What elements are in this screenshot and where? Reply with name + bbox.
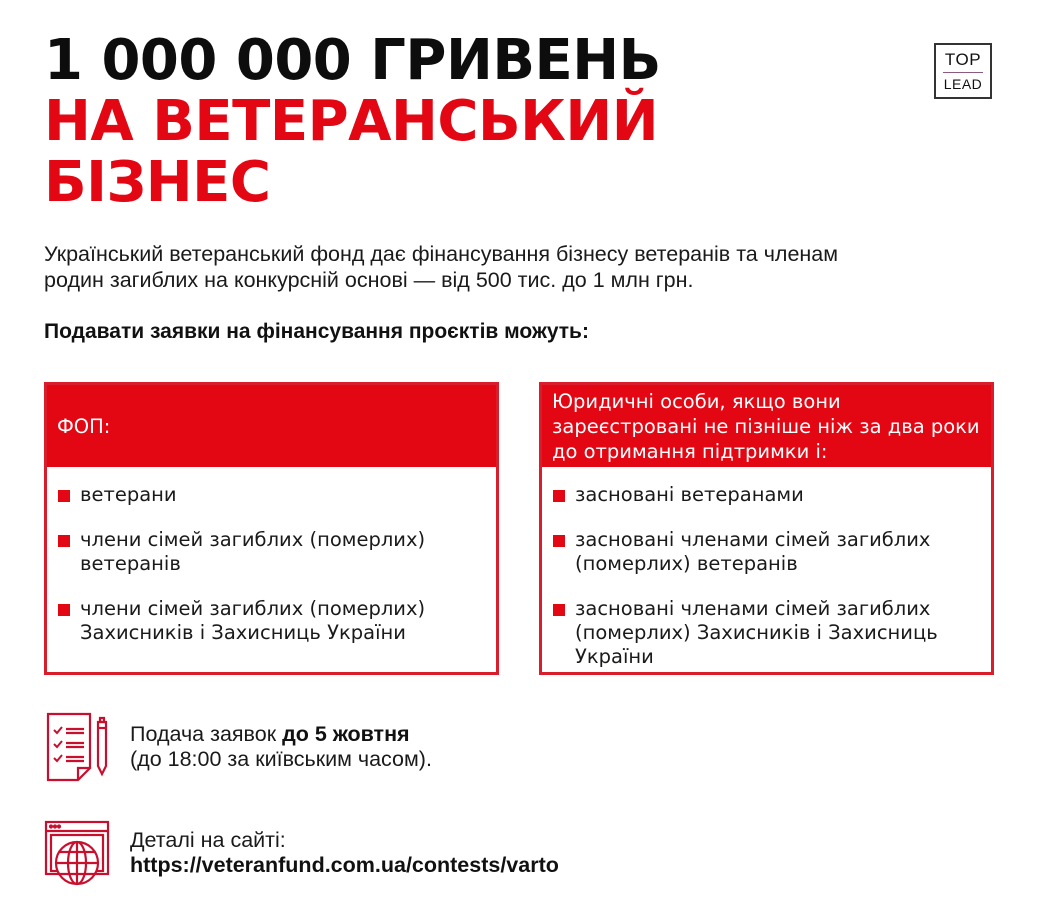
- list-item: [552, 597, 981, 669]
- list-item-text: члени сімей загиблих (померлих) Захисників і Захисниць України: [80, 597, 426, 644]
- list-item-text: засновані членами сімей загиблих (померлих) Захисників і Захисниць України: [575, 597, 938, 668]
- website-text: [130, 828, 559, 878]
- deadline-info: [44, 712, 432, 782]
- deadline-text: [130, 722, 432, 772]
- box-header: Юридичні особи, якщо вони зареєстровані не пізніше ніж за два роки до отримання підтримки і:: [542, 385, 991, 467]
- intro-paragraph: [44, 241, 1014, 293]
- list-item-text: члени сімей загиблих (померлих) ветеранів: [80, 528, 426, 575]
- eligibility-list: [47, 467, 496, 645]
- top-lead-logo: [934, 43, 992, 99]
- website-url-link[interactable]: https://veteranfund.com.ua/contests/varto: [130, 853, 559, 877]
- eligibility-heading: Подавати заявки на фінансування проєктів можуть:: [44, 320, 589, 343]
- eligibility-box-fop: [44, 382, 499, 675]
- list-item-text: ветерани: [80, 483, 177, 506]
- logo-top-text: TOP: [944, 50, 982, 69]
- square-bullet-icon: [553, 535, 565, 547]
- website-label: Деталі на сайті:: [130, 828, 286, 852]
- list-item: [552, 528, 981, 576]
- title-line-2: НА ВЕТЕРАНСЬКИЙ: [44, 89, 659, 154]
- square-bullet-icon: [553, 604, 565, 616]
- checklist-document-icon: [44, 712, 110, 782]
- page-title: [44, 30, 661, 213]
- list-item-text: засновані ветеранами: [575, 483, 804, 506]
- list-item: [57, 483, 486, 507]
- website-info: [44, 818, 559, 888]
- logo-divider: [943, 72, 983, 73]
- title-amount: 1 000 000 ГРИВЕНЬ: [44, 28, 661, 93]
- logo-bottom-text: LEAD: [943, 76, 983, 92]
- square-bullet-icon: [58, 604, 70, 616]
- square-bullet-icon: [58, 535, 70, 547]
- box-header: ФОП:: [47, 385, 496, 467]
- intro-line-1: Український ветеранський фонд дає фінансування бізнесу ветеранів та членам: [44, 242, 839, 266]
- browser-globe-icon: [44, 818, 110, 888]
- deadline-time-note: (до 18:00 за київським часом).: [130, 747, 432, 771]
- list-item-text: засновані членами сімей загиблих (померлих) ветеранів: [575, 528, 931, 575]
- intro-line-2: родин загиблих на конкурсній основі — від 500 тис. до 1 млн грн.: [44, 268, 694, 292]
- eligibility-list: [542, 467, 991, 669]
- list-item: [57, 528, 486, 576]
- deadline-date: до 5 жовтня: [282, 722, 410, 746]
- deadline-prefix: Подача заявок: [130, 722, 283, 746]
- square-bullet-icon: [58, 490, 70, 502]
- eligibility-box-legal-entities: [539, 382, 994, 675]
- square-bullet-icon: [553, 490, 565, 502]
- list-item: [57, 597, 486, 645]
- title-line-3: БІЗНЕС: [44, 150, 271, 215]
- list-item: [552, 483, 981, 507]
